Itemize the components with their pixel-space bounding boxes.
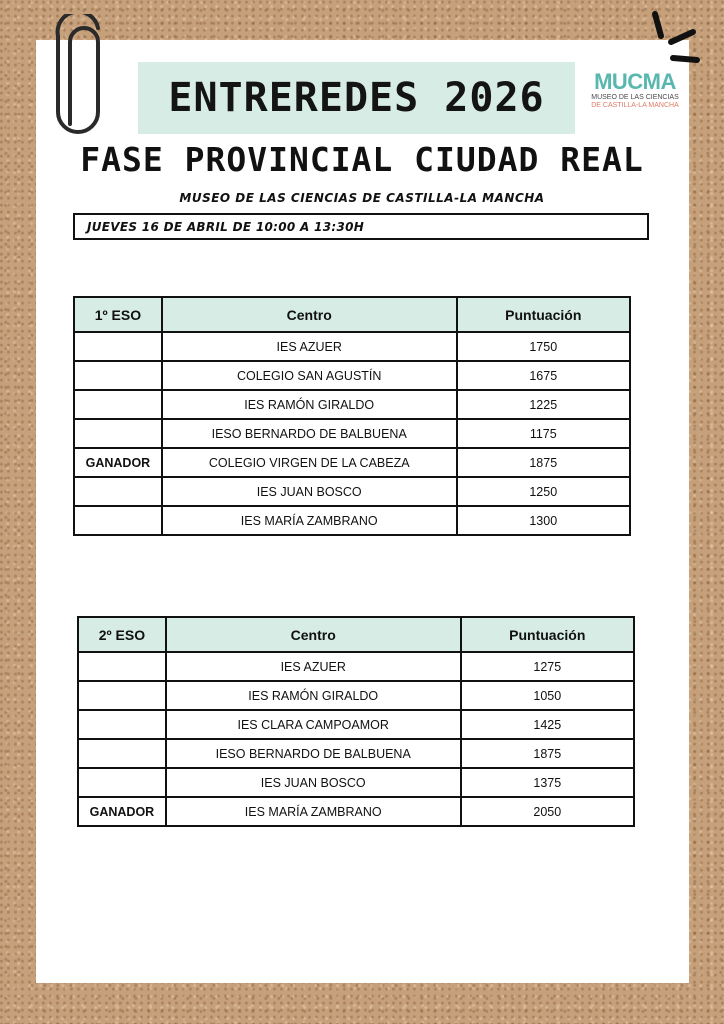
logo-mark: MUCMA [594,69,676,94]
row-puntuacion: 1750 [457,332,630,361]
table-row [78,768,634,797]
table-row [74,477,630,506]
table-header-row [74,297,630,332]
table-row-winner [78,797,634,826]
header-centro: Centro [166,617,461,652]
row-centro: IES MARÍA ZAMBRANO [166,797,461,826]
row-puntuacion: 1300 [457,506,630,535]
row-centro: IES RAMÓN GIRALDO [166,681,461,710]
table-row [74,419,630,448]
row-label [78,768,166,797]
row-puntuacion: 1875 [461,739,634,768]
row-label [74,361,162,390]
winner-label: GANADOR [78,797,166,826]
table-row [74,361,630,390]
header-course: 2º ESO [78,617,166,652]
table-row [74,390,630,419]
paperclip-icon [48,14,110,136]
header-puntuacion: Puntuación [461,617,634,652]
row-label [74,390,162,419]
row-centro: IES CLARA CAMPOAMOR [166,710,461,739]
row-label [78,710,166,739]
row-centro: IESO BERNARDO DE BALBUENA [166,739,461,768]
row-centro: IESO BERNARDO DE BALBUENA [162,419,457,448]
row-puntuacion: 1250 [457,477,630,506]
table-row-winner [74,448,630,477]
row-centro: IES MARÍA ZAMBRANO [162,506,457,535]
row-centro: COLEGIO SAN AGUSTÍN [162,361,457,390]
table-row [78,681,634,710]
museum-logo [585,70,685,120]
page-subtitle: FASE PROVINCIAL CIUDAD REAL [80,140,644,179]
table-row [78,652,634,681]
row-label [78,652,166,681]
row-puntuacion: 1175 [457,419,630,448]
row-centro: IES RAMÓN GIRALDO [162,390,457,419]
row-label [78,739,166,768]
row-puntuacion: 2050 [461,797,634,826]
scores-table-1eso [73,296,631,536]
table-row [74,506,630,535]
table-header-row [78,617,634,652]
row-puntuacion: 1375 [461,768,634,797]
table-row [78,739,634,768]
winner-label: GANADOR [74,448,162,477]
row-centro: IES JUAN BOSCO [162,477,457,506]
row-label [78,681,166,710]
row-label [74,477,162,506]
row-puntuacion: 1425 [461,710,634,739]
table-row [74,332,630,361]
table-row [78,710,634,739]
header-course: 1º ESO [74,297,162,332]
row-label [74,332,162,361]
row-centro: IES AZUER [166,652,461,681]
row-puntuacion: 1225 [457,390,630,419]
scores-table-2eso [77,616,635,827]
row-centro: IES AZUER [162,332,457,361]
event-date: JUEVES 16 DE ABRIL DE 10:00 A 13:30H [73,213,649,240]
sparkle-lines-icon [645,8,705,68]
header-puntuacion: Puntuación [457,297,630,332]
row-centro: IES JUAN BOSCO [166,768,461,797]
row-puntuacion: 1675 [457,361,630,390]
logo-text-line1: MUSEO DE LAS CIENCIAS [591,94,679,101]
logo-text-line2: DE CASTILLA-LA MANCHA [591,102,679,109]
row-puntuacion: 1050 [461,681,634,710]
row-label [74,506,162,535]
title-banner [138,62,575,134]
row-puntuacion: 1875 [457,448,630,477]
row-puntuacion: 1275 [461,652,634,681]
header-centro: Centro [162,297,457,332]
row-label [74,419,162,448]
row-centro: COLEGIO VIRGEN DE LA CABEZA [162,448,457,477]
museum-name: MUSEO DE LAS CIENCIAS DE CASTILLA-LA MANCHA [179,191,545,205]
page-title: ENTREREDES 2026 [168,75,545,121]
